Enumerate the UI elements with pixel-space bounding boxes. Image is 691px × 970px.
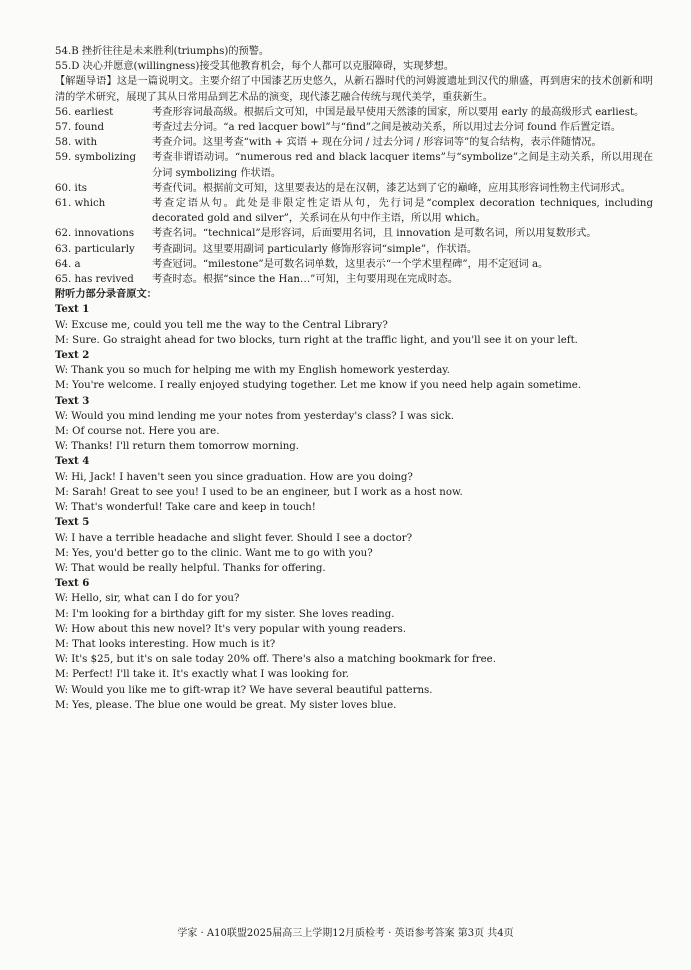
- listening-heading: 附听力部分录音原文：: [55, 288, 157, 301]
- passage-intro: 【解题导语】这是一篇说明文。主要介绍了中国漆艺历史悠久，从新石器时代的河姆渡遗址到汉代的鼎盛，再到唐宋的技术创新和明清的学术研究，展现了其从日常用品到艺术品的演变，现代漆艺融合传统与现代美学，重获新生。: [55, 76, 653, 103]
- answer-explanation: 考查名词。“technical”是形容词，后面要用名词，且 innovation 是可数名词，所以用复数形式。: [152, 228, 597, 240]
- dialog-line: M: Yes, please. The blue one would be great. My sister loves blue.: [55, 699, 397, 711]
- answer-key: 60. its: [55, 182, 88, 194]
- answer-explanation: 考查副词。这里要用副词 particularly 修饰形容词“simple”，作状语。: [152, 243, 478, 255]
- page-content: [55, 44, 653, 713]
- transcript-text-2: [55, 348, 653, 394]
- transcript-text-1: [55, 302, 653, 348]
- answer-explanation: 考查冠词。“milestone”是可数名词单数，这里表示“一个学术里程碑”，用不定冠词 a。: [152, 258, 549, 270]
- dialog-line: M: I'm looking for a birthday gift for my sister. She loves reading.: [55, 608, 395, 620]
- answer-key: 61. which: [55, 198, 106, 210]
- page-footer: 学家 · A10联盟2025届高三上学期12月质检考 · 英语参考答案 第3页 共4页: [177, 928, 514, 939]
- answer-54: 54.B 挫折往往是未来胜利(triumphs)的预警。: [55, 46, 270, 57]
- text-label: Text 6: [55, 577, 90, 590]
- answer-item: [55, 242, 653, 257]
- dialog-line: M: Sarah! Great to see you! I used to be an engineer, but I work as a host now.: [55, 486, 463, 498]
- answer-key: 63. particularly: [55, 243, 135, 255]
- answer-item: [55, 196, 653, 226]
- answer-key: 62. innovations: [55, 228, 135, 240]
- answer-key: 64. a: [55, 258, 81, 270]
- dialog-line: W: How about this new novel? It's very popular with young readers.: [55, 623, 406, 635]
- dialog-line: W: I have a terrible headache and slight fever. Should I see a doctor?: [55, 532, 413, 544]
- dialog-line: W: It's $25, but it's on sale today 20% off. There's also a matching bookmark for free.: [55, 654, 496, 666]
- transcript-text-3: [55, 394, 653, 455]
- dialog-line: M: Sure. Go straight ahead for two blocks, turn right at the traffic light, and you'll see it on your left.: [55, 334, 578, 346]
- dialog-line: W: That would be really helpful. Thanks for offering.: [55, 562, 326, 574]
- transcript-text-6: [55, 576, 653, 713]
- dialog-line: W: That's wonderful! Take care and keep in touch!: [55, 502, 316, 514]
- text-label: Text 4: [55, 455, 90, 468]
- answer-item: [55, 272, 653, 287]
- dialog-line: W: Thank you so much for helping me with my English homework yesterday.: [55, 365, 450, 377]
- transcript-text-5: [55, 515, 653, 576]
- answer-key: 58. with: [55, 137, 98, 149]
- dialog-line: W: Thanks! I'll return them tomorrow morning.: [55, 441, 300, 453]
- answer-key: 59. symbolizing: [55, 152, 136, 164]
- answer-explanation: 考查非谓语动词。“numerous red and black lacquer items”与“symbolize”之间是主动关系，所以用现在分词 symbolizing 作状语。: [152, 152, 653, 179]
- dialog-line: M: Perfect! I'll take it. It's exactly what I was looking for.: [55, 669, 350, 681]
- answer-key: 65. has revived: [55, 274, 134, 286]
- dialog-line: W: Hi, Jack! I haven't seen you since graduation. How are you doing?: [55, 471, 413, 483]
- listening-transcript: [55, 302, 653, 712]
- text-label: Text 1: [55, 303, 90, 316]
- answer-item: [55, 105, 653, 120]
- answer-explanation: 考查代词。根据前文可知，这里要表达的是在汉朝，漆艺达到了它的巅峰，应用其形容词性物主代词形式。: [152, 182, 631, 194]
- answer-item: [55, 257, 653, 272]
- answer-item: [55, 150, 653, 180]
- dialog-line: W: Would you mind lending me your notes from yesterday's class? I was sick.: [55, 410, 455, 422]
- answer-explanation: 考查时态。根据“since the Han…”可知，主句要用现在完成时态。: [152, 274, 459, 286]
- transcript-text-4: [55, 454, 653, 515]
- answer-explanation: 考查介词。这里考查“with + 宾语 + 现在分词 / 过去分词 / 形容词等”的复合结构，表示伴随情况。: [152, 137, 602, 149]
- answer-list: [55, 105, 653, 287]
- text-label: Text 2: [55, 349, 90, 362]
- dialog-line: M: You're welcome. I really enjoyed studying together. Let me know if you need help again sometime.: [55, 380, 582, 392]
- answer-explanation: 考查形容词最高级。根据后文可知，中国是最早使用天然漆的国家，所以要用 early 的最高级形式 earliest。: [152, 106, 645, 118]
- dialog-line: M: That looks interesting. How much is it?: [55, 638, 276, 650]
- answer-key: 57. found: [55, 122, 104, 134]
- answer-item: [55, 120, 653, 135]
- answer-key: 56. earliest: [55, 106, 114, 118]
- dialog-line: W: Excuse me, could you tell me the way to the Central Library?: [55, 319, 388, 331]
- answer-explanation: 考查过去分词。“a red lacquer bowl”与“find”之间是被动关系，所以用过去分词 found 作后置定语。: [152, 122, 622, 134]
- text-label: Text 5: [55, 516, 90, 529]
- answer-item: [55, 226, 653, 241]
- answer-explanation: 考查定语从句。此处是非限定性定语从句，先行词是“complex decoration techniques, including decorated gold and silver”，关系词在从句中作主语，所以用 which。: [152, 198, 653, 225]
- dialog-line: M: Of course not. Here you are.: [55, 426, 220, 438]
- dialog-line: M: Yes, you'd better go to the clinic. Want me to go with you?: [55, 547, 373, 559]
- answer-55: 55.D 决心并愿意(willingness)接受其他教育机会，每个人都可以克服障碍，实现梦想。: [55, 61, 455, 73]
- answer-item: [55, 181, 653, 196]
- text-label: Text 3: [55, 394, 90, 407]
- dialog-line: W: Hello, sir, what can I do for you?: [55, 593, 240, 605]
- answer-item: [55, 135, 653, 150]
- dialog-line: W: Would you like me to gift-wrap it? We have several beautiful patterns.: [55, 684, 433, 696]
